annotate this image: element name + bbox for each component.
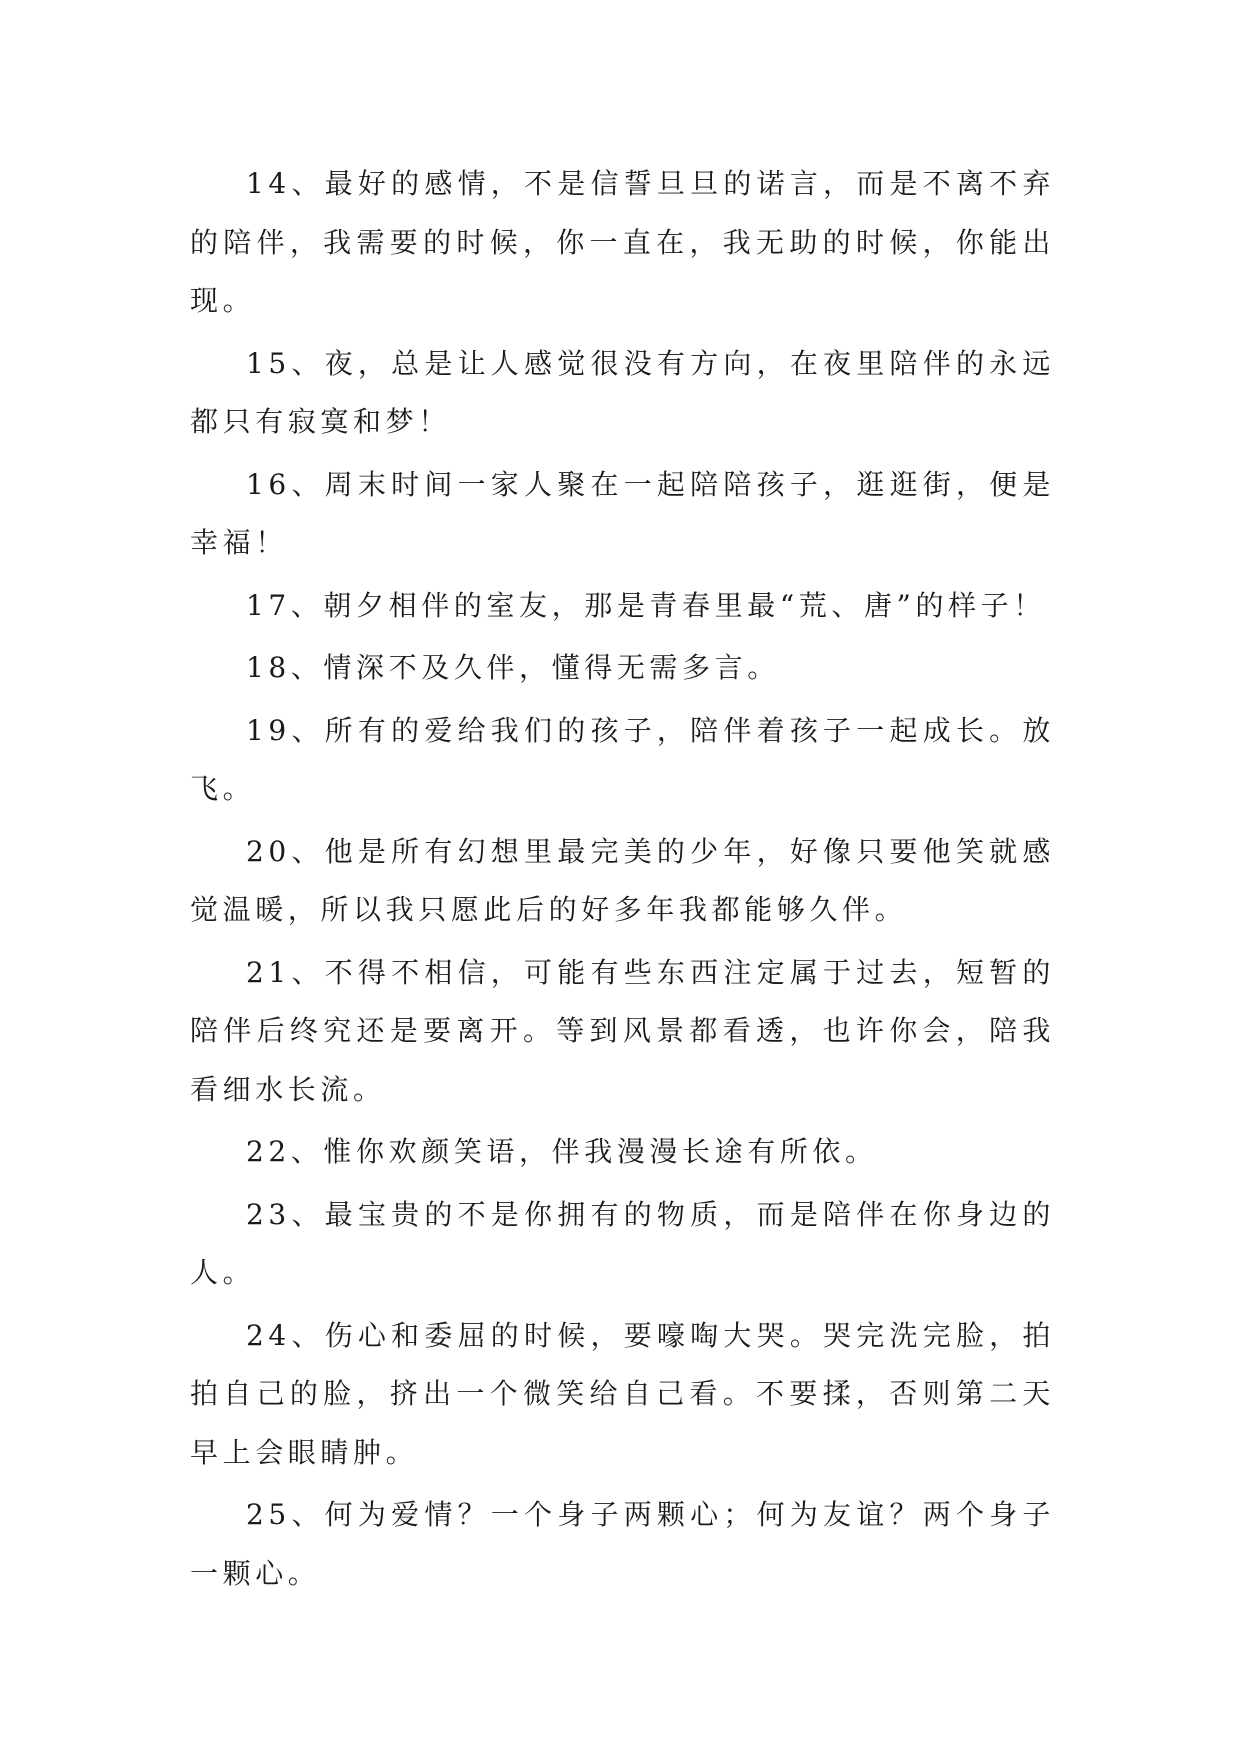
document-body [190,155,1055,1607]
paragraph-18: 18、情深不及久伴，懂得无需多言。 [246,651,780,684]
paragraph-25: 25、何为爱情？一个身子两颗心；何为友谊？两个身子一颗心。 [190,1498,1055,1590]
paragraph-23: 23、最宝贵的不是你拥有的物质，而是陪伴在你身边的人。 [190,1197,1055,1289]
paragraph-21: 21、不得不相信，可能有些东西注定属于过去，短暂的陪伴后终究还是要离开。等到风景都看透，也许你会，陪我看细水长流。 [190,955,1055,1106]
paragraph-16: 16、周末时间一家人聚在一起陪陪孩子，逛逛街，便是幸福！ [190,467,1055,559]
paragraph-15: 15、夜，总是让人感觉很没有方向，在夜里陪伴的永远都只有寂寞和梦！ [190,346,1055,438]
paragraph-24: 24、伤心和委屈的时候，要嚎啕大哭。哭完洗完脸，拍拍自己的脸，挤出一个微笑给自己看。不要揉，否则第二天早上会眼睛肿。 [190,1318,1055,1469]
paragraph-19: 19、所有的爱给我们的孩子，陪伴着孩子一起成长。放飞。 [190,713,1055,805]
paragraph-17: 17、朝夕相伴的室友，那是青春里最“荒、唐”的样子！ [246,588,1046,622]
paragraph-20: 20、他是所有幻想里最完美的少年，好像只要他笑就感觉温暖，所以我只愿此后的好多年我都能够久伴。 [190,834,1055,926]
paragraph-22: 22、惟你欢颜笑语，伴我漫漫长途有所依。 [246,1135,878,1168]
paragraph-14: 14、最好的感情，不是信誓旦旦的诺言，而是不离不弃的陪伴，我需要的时候，你一直在，我无助的时候，你能出现。 [190,167,1055,317]
